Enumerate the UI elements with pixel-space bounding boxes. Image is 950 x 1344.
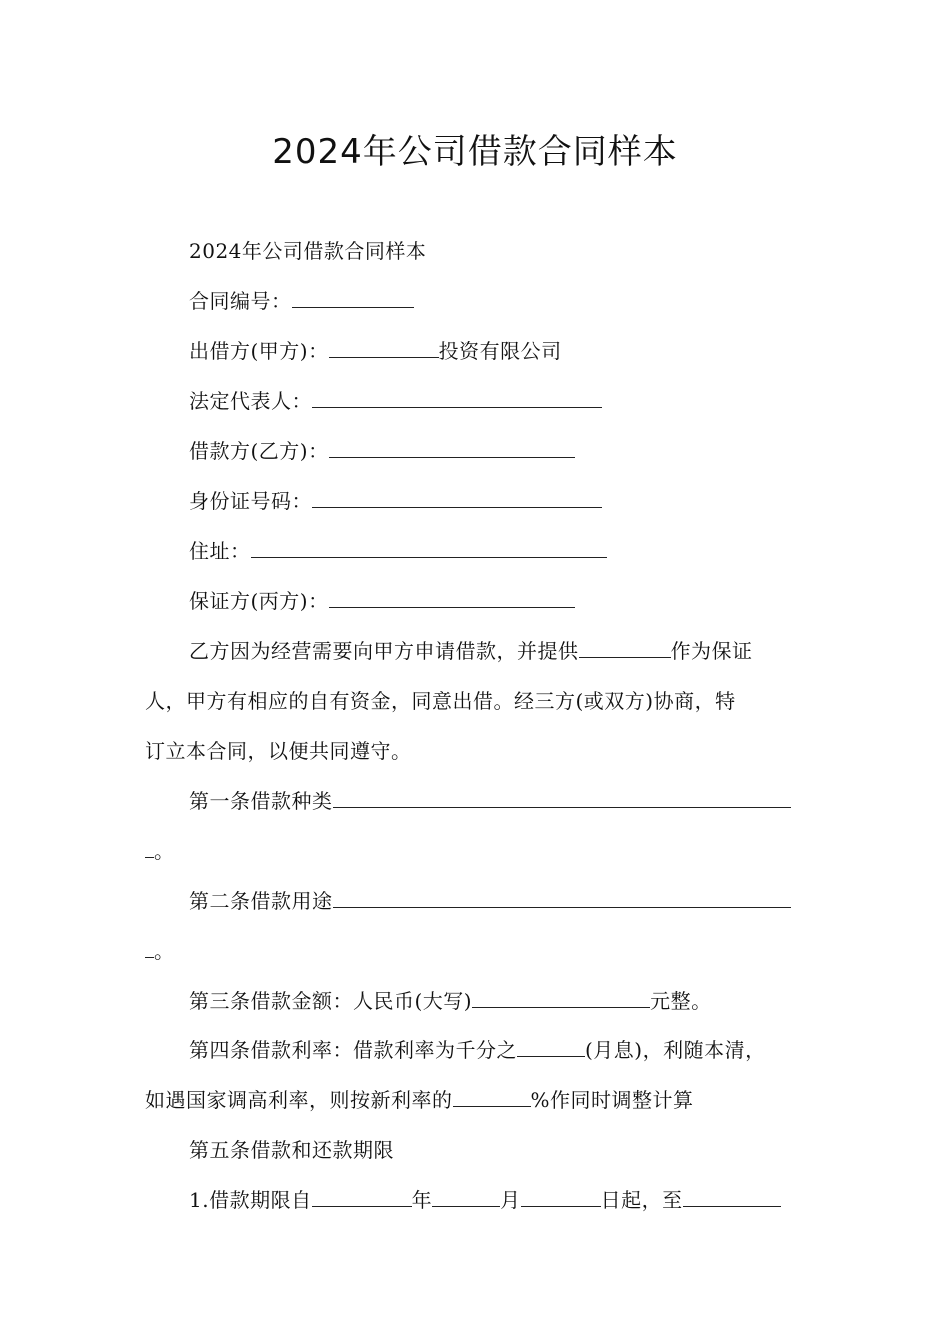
guarantor-line (189, 586, 575, 616)
contract-number-blank (292, 289, 414, 308)
address-label: 住址： (189, 539, 251, 563)
article-2-end-line (145, 936, 175, 966)
loan-type-blank (333, 789, 791, 808)
id-number-line (189, 486, 602, 516)
intro-text-1a: 乙方因为经营需要向甲方申请借款，并提供 (189, 639, 579, 663)
legal-rep-line (189, 386, 602, 416)
lender-label: 出借方(甲方)： (189, 339, 329, 363)
contract-number-label: 合同编号： (189, 289, 292, 313)
term-start-day-blank (521, 1188, 601, 1207)
guarantor-blank (329, 589, 575, 608)
article-1-end: 。 (154, 839, 175, 863)
article-3-label: 第三条借款金额：人民币(大写) (189, 989, 473, 1013)
intro-text-2: 人，甲方有相应的自有资金，同意出借。经三方(或双方)协商，特 (145, 689, 736, 713)
term-month-label: 月 (500, 1188, 521, 1212)
article-5-line (189, 1135, 394, 1165)
loan-purpose-blank (333, 889, 791, 908)
article-3-line (189, 986, 712, 1016)
address-line (189, 536, 607, 566)
lender-suffix: 投资有限公司 (438, 339, 562, 363)
intro-line-1 (189, 636, 753, 666)
subtitle-text: 2024年公司借款合同样本 (189, 239, 427, 263)
term-end-year-blank (683, 1188, 781, 1207)
borrower-label: 借款方(乙方)： (189, 439, 329, 463)
subtitle (189, 236, 426, 266)
article-4-line-1 (189, 1035, 766, 1065)
article-2-end: 。 (154, 939, 175, 963)
term-year-label: 年 (411, 1188, 433, 1212)
article-2-label: 第二条借款用途 (189, 889, 333, 913)
legal-rep-blank (312, 389, 602, 408)
rate-adjust-blank (453, 1088, 531, 1107)
loan-purpose-blank-continued (145, 939, 154, 958)
term-line (189, 1185, 781, 1215)
id-number-blank (312, 489, 602, 508)
article-4-line-2 (145, 1085, 694, 1115)
article-1-label: 第一条借款种类 (189, 789, 333, 813)
article-1-line (189, 786, 791, 816)
article-4-text-1a: 第四条借款利率：借款利率为千分之 (189, 1038, 517, 1062)
loan-type-blank-continued (145, 839, 154, 858)
loan-amount-blank (472, 989, 650, 1008)
lender-line (189, 336, 562, 366)
guarantor-label: 保证方(丙方)： (189, 589, 329, 613)
article-2-line (189, 886, 791, 916)
legal-rep-label: 法定代表人： (189, 389, 312, 413)
article-5-label: 第五条借款和还款期限 (189, 1138, 394, 1162)
article-4-text-2b: %作同时调整计算 (530, 1088, 694, 1112)
borrower-blank (329, 439, 575, 458)
lender-blank (329, 339, 439, 358)
contract-number-line (189, 286, 414, 316)
document-title: 2024年公司借款合同样本 (272, 132, 678, 172)
article-3-suffix: 元整。 (650, 989, 712, 1013)
article-4-text-1b: (月息)，利随本清， (585, 1038, 766, 1062)
intro-line-2 (145, 686, 736, 716)
term-day-label: 日起，至 (600, 1188, 683, 1212)
article-4-text-2a: 如遇国家调高利率，则按新利率的 (145, 1088, 453, 1112)
intro-text-3: 订立本合同，以便共同遵守。 (145, 739, 412, 763)
term-start-month-blank (432, 1188, 500, 1207)
guarantor-provided-blank (579, 639, 671, 658)
intro-text-1b: 作为保证 (670, 639, 753, 663)
address-blank (251, 539, 607, 558)
article-1-end-line (145, 836, 175, 866)
borrower-line (189, 436, 575, 466)
interest-rate-blank (517, 1038, 585, 1057)
id-number-label: 身份证号码： (189, 489, 312, 513)
term-start-year-blank (312, 1188, 412, 1207)
term-text-start: 1.借款期限自 (189, 1188, 312, 1212)
intro-line-3 (145, 736, 412, 766)
